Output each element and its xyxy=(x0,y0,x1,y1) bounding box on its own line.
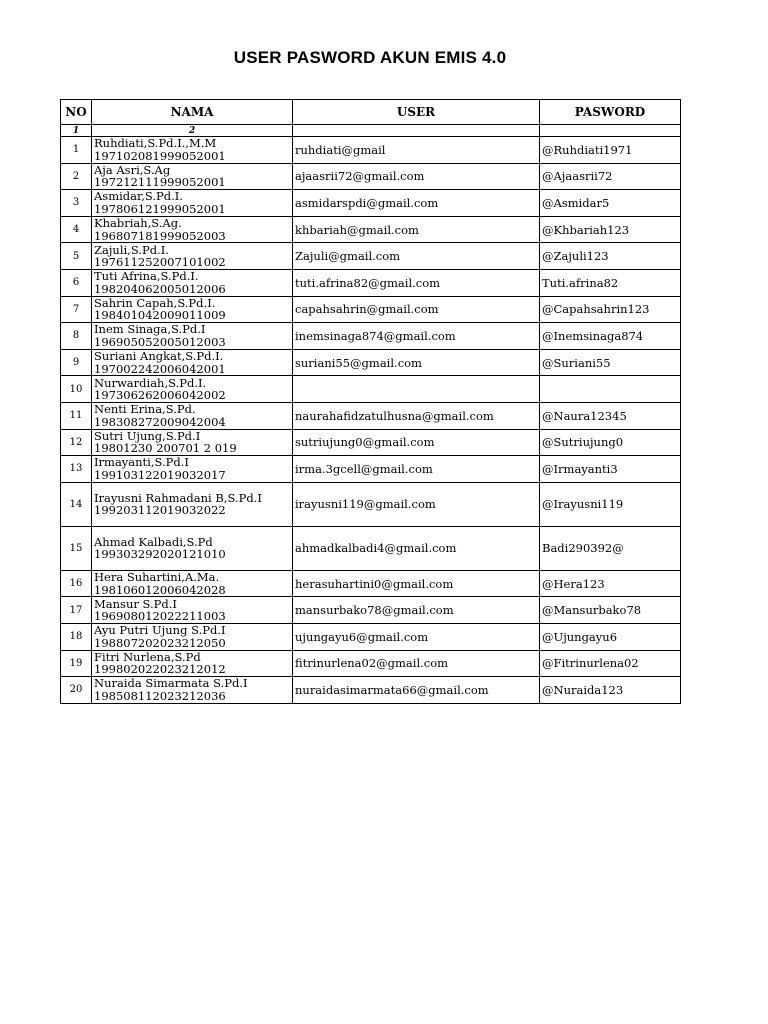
document-title: USER PASWORD AKUN EMIS 4.0 xyxy=(233,48,507,67)
table-header-row xyxy=(61,100,681,125)
row-number: 15 xyxy=(61,526,92,570)
person-nip: 198308272009042004 xyxy=(94,414,226,429)
table-row xyxy=(61,597,681,624)
person-name: Nurwardiah,S.Pd.I. xyxy=(94,375,207,390)
person-name: Irayusni Rahmadani B,S.Pd.I xyxy=(94,490,262,505)
person-name: Suriani Angkat,S.Pd.I. xyxy=(94,349,224,364)
row-nama-cell xyxy=(92,163,293,190)
row-password: @Irayusni119 xyxy=(540,482,681,526)
row-user-email: herasuhartini0@gmail.com xyxy=(293,570,540,597)
person-name: Sutri Ujung,S.Pd.I xyxy=(94,429,201,443)
row-number: 20 xyxy=(61,677,92,704)
row-number: 3 xyxy=(61,190,92,217)
row-password: @Khbariah123 xyxy=(540,216,681,243)
row-nama-cell xyxy=(92,526,293,570)
person-nip: 197102081999052001 xyxy=(94,148,226,163)
person-name: Irmayanti,S.Pd.I xyxy=(94,455,189,470)
table-row xyxy=(61,349,681,376)
row-number: 19 xyxy=(61,650,92,677)
table-row xyxy=(61,243,681,270)
row-nama-cell xyxy=(92,402,293,429)
row-nama-cell xyxy=(92,216,293,243)
row-password: @Ajaasrii72 xyxy=(540,163,681,190)
person-name: Aja Asri,S.Ag xyxy=(94,163,171,177)
row-user-email: naurahafidzatulhusna@gmail.com xyxy=(293,402,540,429)
person-name: Nuraida Simarmata S.Pd.I xyxy=(94,676,248,691)
person-name: Nenti Erina,S.Pd. xyxy=(94,402,196,417)
person-name: Hera Suhartini,A.Ma. xyxy=(94,570,220,585)
index-nama: 2 xyxy=(92,125,293,137)
header-pasword: PASWORD xyxy=(540,100,681,125)
row-password: @Irmayanti3 xyxy=(540,456,681,483)
row-user-email: ahmadkalbadi4@gmail.com xyxy=(293,526,540,570)
row-nama-cell xyxy=(92,296,293,323)
row-nama-cell xyxy=(92,243,293,270)
row-nama-cell xyxy=(92,482,293,526)
table-row xyxy=(61,570,681,597)
index-no: 1 xyxy=(61,125,92,137)
person-nip: 199103122019032017 xyxy=(94,467,226,482)
row-number: 14 xyxy=(61,482,92,526)
person-name: Ahmad Kalbadi,S.Pd xyxy=(94,534,213,549)
row-number: 1 xyxy=(61,137,92,164)
row-password: @Nuraida123 xyxy=(540,677,681,704)
row-nama-cell xyxy=(92,190,293,217)
person-name: Inem Sinaga,S.Pd.I xyxy=(94,322,206,337)
row-number: 2 xyxy=(61,163,92,190)
person-nip: 197212111999052001 xyxy=(94,175,226,190)
index-pasword xyxy=(540,125,681,137)
row-number: 10 xyxy=(61,376,92,403)
person-name: Fitri Nurlena,S.Pd xyxy=(94,650,201,664)
person-name: Tuti Afrina,S.Pd.I. xyxy=(94,269,199,284)
header-no: NO xyxy=(61,100,92,125)
person-nip: 196807181999052003 xyxy=(94,228,226,243)
row-user-email: mansurbako78@gmail.com xyxy=(293,597,540,624)
table-row xyxy=(61,323,681,350)
row-password: @Capahsahrin123 xyxy=(540,296,681,323)
row-number: 18 xyxy=(61,623,92,650)
row-nama-cell xyxy=(92,650,293,677)
row-user-email: irma.3gcell@gmail.com xyxy=(293,456,540,483)
row-password: @Mansurbako78 xyxy=(540,597,681,624)
row-user-email: ruhdiati@gmail xyxy=(293,137,540,164)
person-nip: 197002242006042001 xyxy=(94,361,226,376)
row-user-email xyxy=(293,376,540,403)
row-number: 6 xyxy=(61,269,92,296)
row-number: 8 xyxy=(61,323,92,350)
row-password: @Fitrinurlena02 xyxy=(540,650,681,677)
row-number: 13 xyxy=(61,456,92,483)
table-row xyxy=(61,482,681,526)
row-user-email: nuraidasimarmata66@gmail.com xyxy=(293,677,540,704)
row-user-email: fitrinurlena02@gmail.com xyxy=(293,650,540,677)
row-nama-cell xyxy=(92,349,293,376)
person-nip: 199802022023212012 xyxy=(94,662,226,677)
row-number: 7 xyxy=(61,296,92,323)
account-table xyxy=(60,99,681,704)
row-password: Tuti.afrina82 xyxy=(540,269,681,296)
row-number: 12 xyxy=(61,429,92,456)
person-name: Sahrin Capah,S.Pd.I. xyxy=(94,296,216,310)
row-number: 5 xyxy=(61,243,92,270)
column-index-row xyxy=(61,125,681,137)
row-user-email: khbariah@gmail.com xyxy=(293,216,540,243)
table-row xyxy=(61,526,681,570)
table-row xyxy=(61,650,681,677)
row-user-email: ujungayu6@gmail.com xyxy=(293,623,540,650)
row-user-email: inemsinaga874@gmail.com xyxy=(293,323,540,350)
row-nama-cell xyxy=(92,323,293,350)
row-number: 17 xyxy=(61,597,92,624)
table-row xyxy=(61,456,681,483)
table-row xyxy=(61,402,681,429)
person-nip: 198401042009011009 xyxy=(94,308,226,323)
table-row xyxy=(61,163,681,190)
person-name: Asmidar,S.Pd.I. xyxy=(94,189,183,204)
row-user-email: capahsahrin@gmail.com xyxy=(293,296,540,323)
row-password: @Ujungayu6 xyxy=(540,623,681,650)
index-user xyxy=(293,125,540,137)
row-password: @Inemsinaga874 xyxy=(540,323,681,350)
person-nip: 198807202023212050 xyxy=(94,635,226,650)
table-row xyxy=(61,623,681,650)
person-name: Khabriah,S.Ag. xyxy=(94,216,182,231)
person-nip: 197611252007101002 xyxy=(94,255,226,270)
table-row xyxy=(61,137,681,164)
row-password: @Asmidar5 xyxy=(540,190,681,217)
row-password: @Ruhdiati1971 xyxy=(540,137,681,164)
table-row xyxy=(61,296,681,323)
table-row xyxy=(61,269,681,296)
row-user-email: asmidarspdi@gmail.com xyxy=(293,190,540,217)
row-number: 16 xyxy=(61,570,92,597)
person-name: Mansur S.Pd.I xyxy=(94,596,177,611)
person-nip: 19801230 200701 2 019 xyxy=(94,441,237,456)
row-nama-cell xyxy=(92,456,293,483)
table-row xyxy=(61,677,681,704)
row-number: 4 xyxy=(61,216,92,243)
row-password: @Naura12345 xyxy=(540,402,681,429)
person-nip: 198106012006042028 xyxy=(94,582,226,597)
person-name: Ayu Putri Ujung S.Pd.I xyxy=(94,623,226,638)
row-password: @Hera123 xyxy=(540,570,681,597)
person-nip: 198508112023212036 xyxy=(94,688,226,703)
person-nip: 198204062005012006 xyxy=(94,281,226,296)
row-nama-cell xyxy=(92,597,293,624)
person-nip: 199303292020121010 xyxy=(94,547,226,562)
row-nama-cell xyxy=(92,429,293,456)
table-row xyxy=(61,429,681,456)
row-user-email: tuti.afrina82@gmail.com xyxy=(293,269,540,296)
row-password: Badi290392@ xyxy=(540,526,681,570)
row-user-email: sutriujung0@gmail.com xyxy=(293,429,540,456)
row-password: @Zajuli123 xyxy=(540,243,681,270)
person-nip: 196905052005012003 xyxy=(94,334,226,349)
row-nama-cell xyxy=(92,677,293,704)
row-password: @Sutriujung0 xyxy=(540,429,681,456)
person-name: Zajuli,S.Pd.I. xyxy=(94,242,169,257)
person-nip: 196908012022211003 xyxy=(94,609,226,624)
person-name: Ruhdiati,S.Pd.I.,M.M xyxy=(94,136,217,151)
person-nip: 197306262006042002 xyxy=(94,388,226,403)
row-user-email: irayusni119@gmail.com xyxy=(293,482,540,526)
row-password xyxy=(540,376,681,403)
header-user: USER xyxy=(293,100,540,125)
row-user-email: ajaasrii72@gmail.com xyxy=(293,163,540,190)
person-nip: 199203112019032022 xyxy=(94,503,226,518)
row-nama-cell xyxy=(92,376,293,403)
table-row xyxy=(61,216,681,243)
row-number: 11 xyxy=(61,402,92,429)
row-nama-cell xyxy=(92,623,293,650)
table-row xyxy=(61,376,681,403)
header-nama: NAMA xyxy=(92,100,293,125)
row-user-email: suriani55@gmail.com xyxy=(293,349,540,376)
row-nama-cell xyxy=(92,269,293,296)
row-number: 9 xyxy=(61,349,92,376)
row-user-email: Zajuli@gmail.com xyxy=(293,243,540,270)
row-nama-cell xyxy=(92,137,293,164)
row-nama-cell xyxy=(92,570,293,597)
person-nip: 197806121999052001 xyxy=(94,201,226,216)
table-row xyxy=(61,190,681,217)
row-password: @Suriani55 xyxy=(540,349,681,376)
